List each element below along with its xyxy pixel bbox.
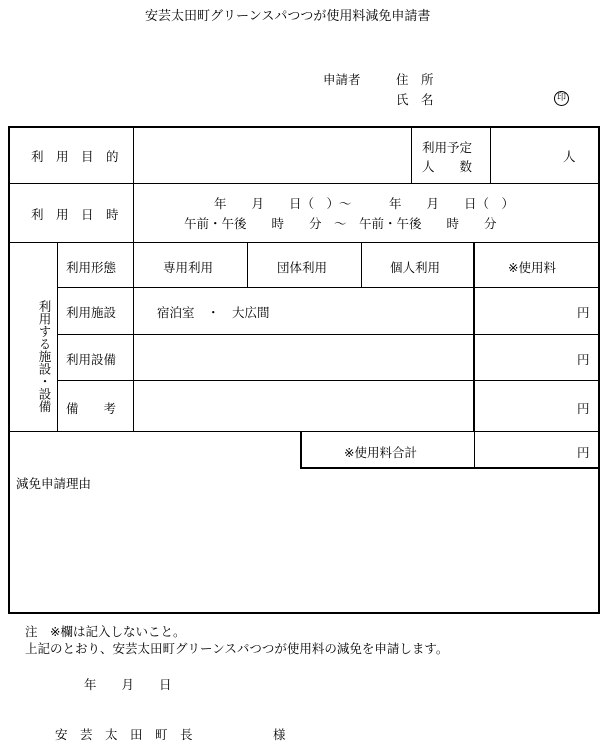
date-range-field[interactable]: 年 月 日（ ）～ 年 月 日（ ）	[214, 196, 515, 211]
total-fee-yen: 円	[577, 445, 590, 460]
honorific-sama: 様	[273, 727, 286, 742]
page-title: 安芸太田町グリーンスパつつが使用料減免申請書	[145, 9, 431, 24]
mayor-title: 安 芸 太 田 町 長	[55, 727, 193, 742]
people-field[interactable]	[491, 127, 598, 183]
purpose-field[interactable]	[134, 127, 411, 183]
remarks-field[interactable]	[134, 381, 473, 431]
time-range-field[interactable]: 午前・午後 時 分 ～ 午前・午後 時 分	[184, 216, 497, 231]
address-label: 住 所	[396, 72, 434, 87]
equipment-fee-yen: 円	[577, 352, 590, 367]
planned-people-label-line1: 利用予定	[422, 140, 473, 155]
remarks-fee-yen: 円	[577, 401, 590, 416]
applicant-label: 申請者	[323, 72, 361, 87]
reason-field[interactable]	[10, 492, 598, 610]
datetime-label: 利 用 日 時	[31, 207, 119, 222]
total-fee-label: ※使用料合計	[344, 445, 417, 460]
facility-value[interactable]: 宿泊室 ・ 大広間	[157, 305, 270, 320]
seal-mark: 印	[554, 91, 569, 106]
name-label: 氏 名	[396, 92, 434, 107]
purpose-label: 利 用 目 的	[31, 149, 119, 164]
equipment-field[interactable]	[134, 335, 473, 380]
facility-fee-yen: 円	[577, 305, 590, 320]
reason-label: 減免申請理由	[16, 476, 92, 491]
exclusive-use-option[interactable]: 専用利用	[163, 260, 214, 275]
application-date: 年 月 日	[84, 677, 172, 692]
statement-text: 上記のとおり、安芸太田町グリーンスパつつが使用料の減免を申請します。	[25, 641, 449, 656]
individual-use-option[interactable]: 個人利用	[390, 260, 441, 275]
fee-header: ※使用料	[508, 260, 556, 275]
facility-label: 利用施設	[66, 305, 117, 320]
note-text: 注 ※欄は記入しないこと。	[25, 624, 186, 639]
equipment-label: 利用設備	[66, 352, 117, 367]
planned-people-label-line2: 人 数	[422, 159, 473, 174]
usage-form-label: 利用形態	[66, 260, 117, 275]
remarks-label: 備 考	[66, 401, 117, 416]
people-unit: 人	[563, 149, 576, 164]
group-use-option[interactable]: 団体利用	[277, 260, 328, 275]
facility-group-label: 利用する施設・設備	[37, 300, 52, 413]
